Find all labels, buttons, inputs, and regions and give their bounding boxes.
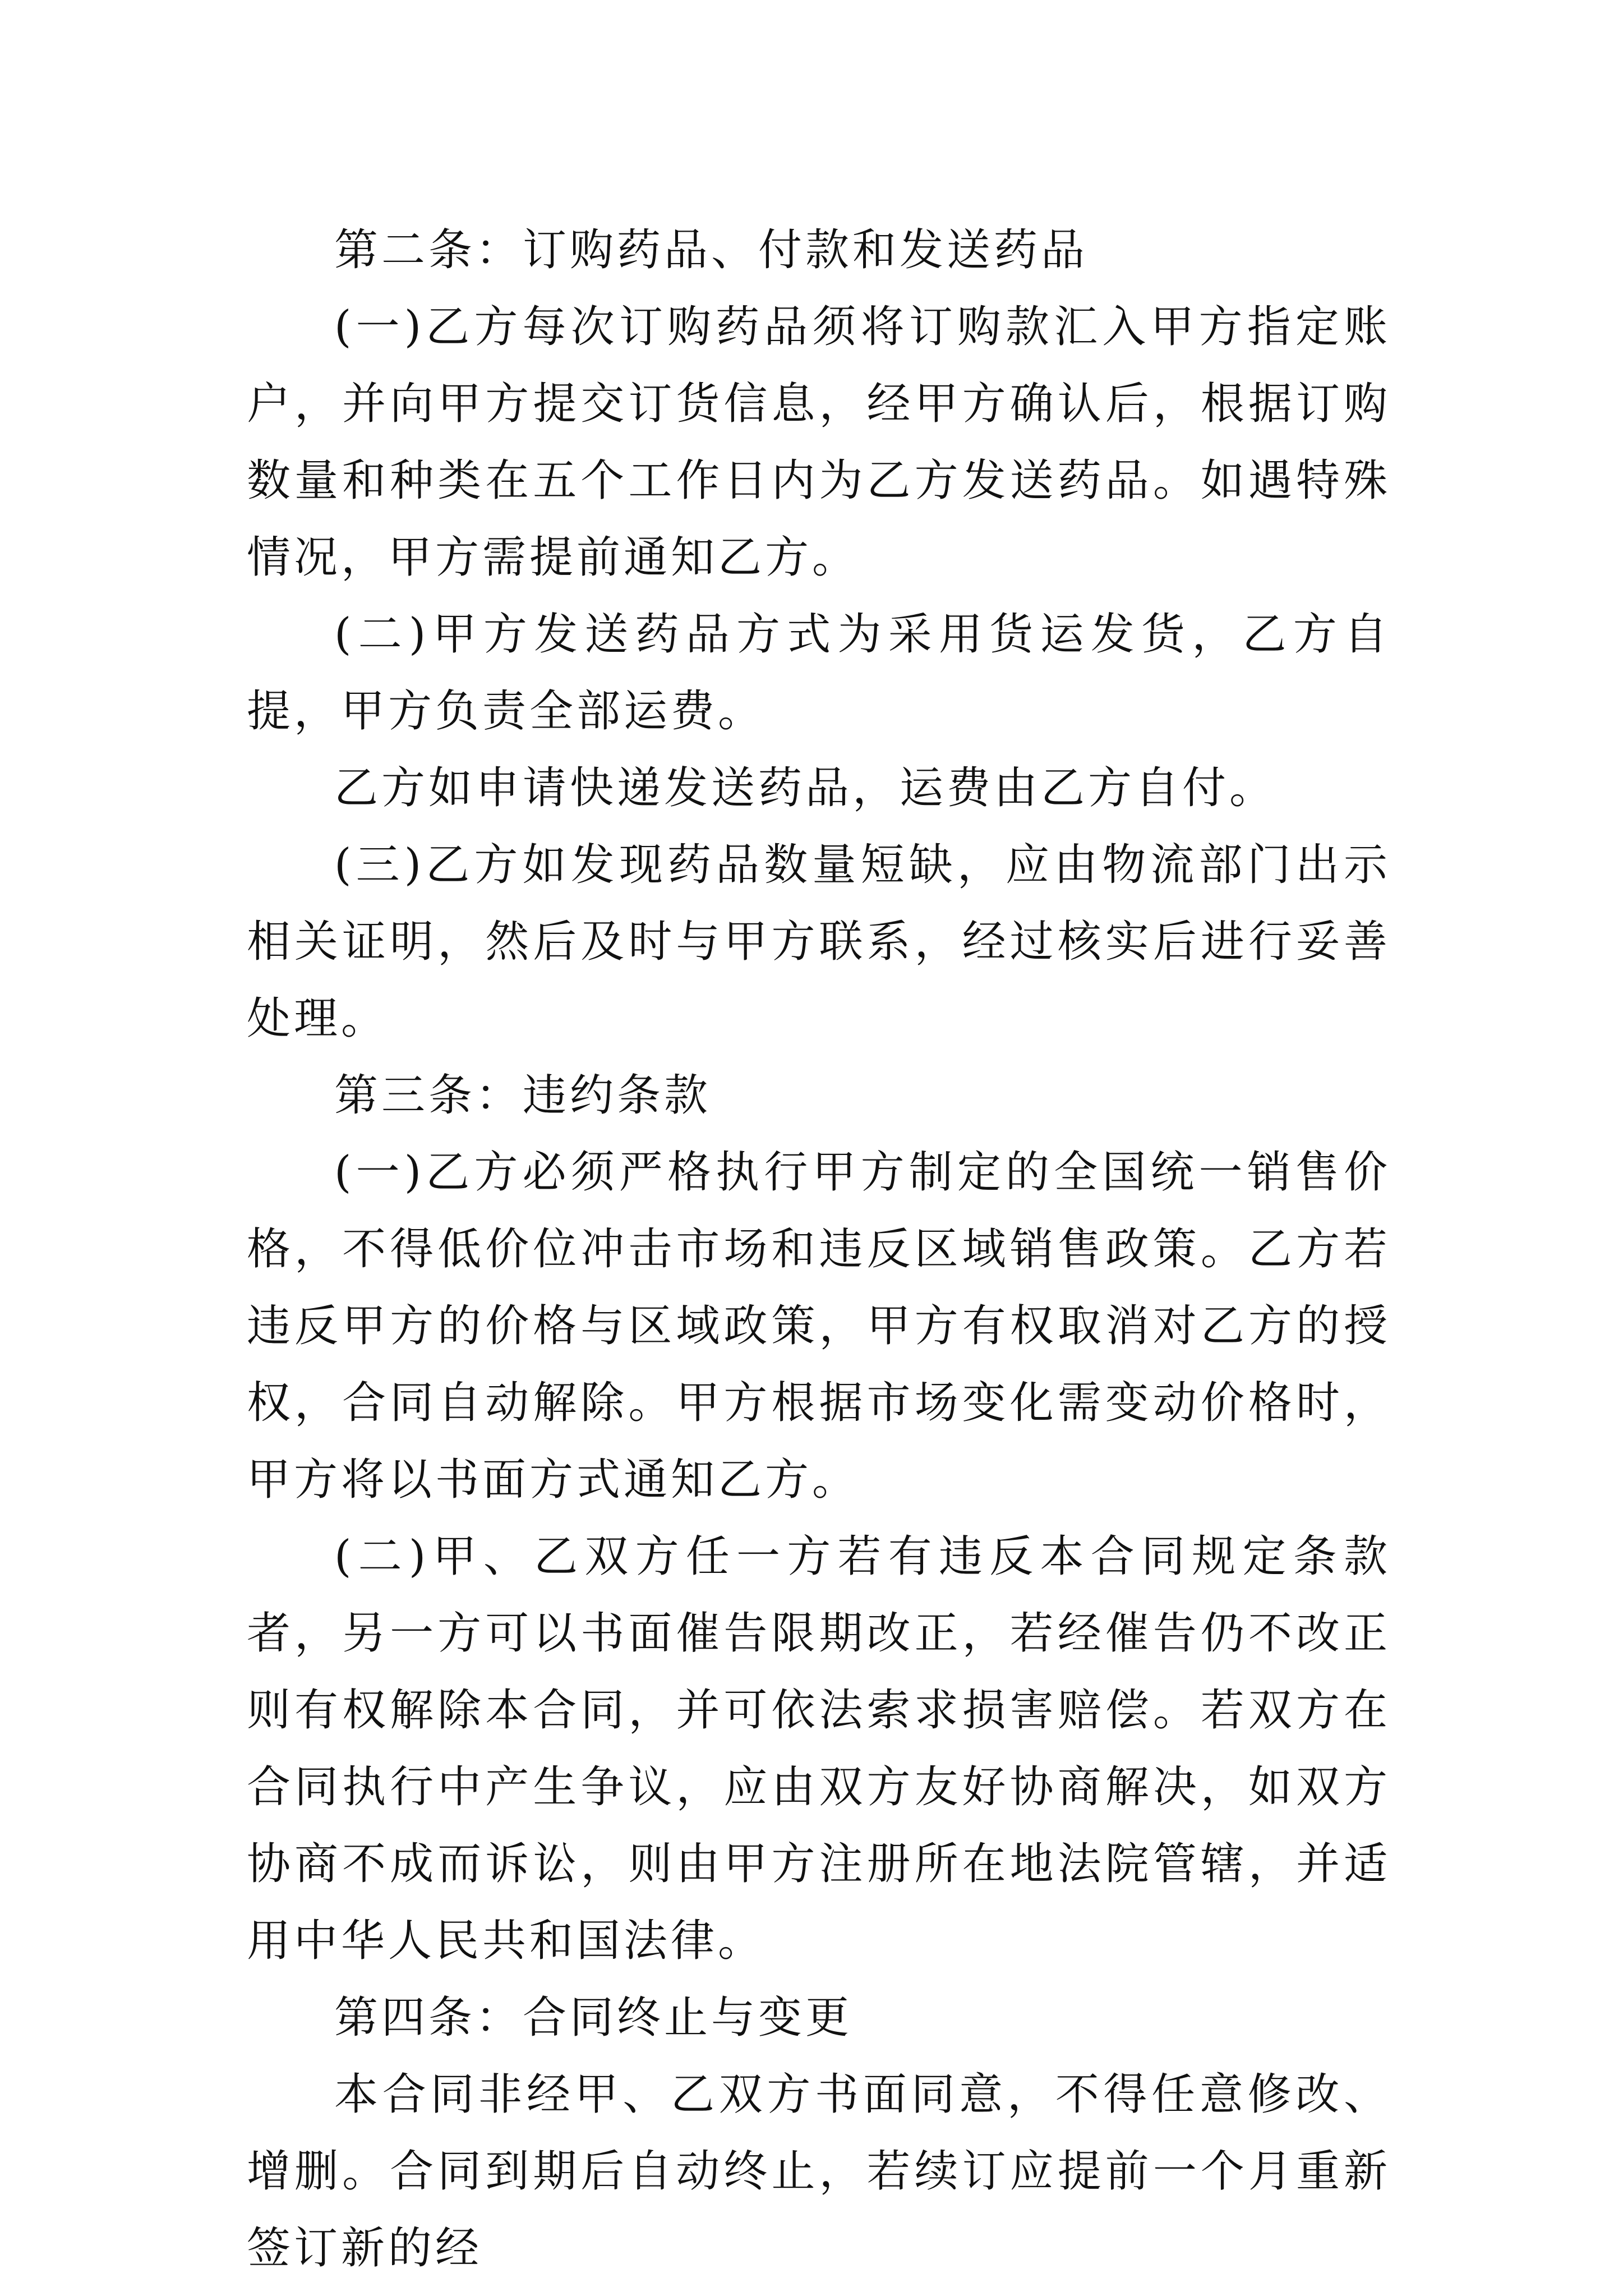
paragraph-clause-3-2: (二)甲、乙双方任一方若有违反本合同规定条款者，另一方可以书面催告限期改正，若经催告仍不改正则有权解除本合同，并可依法索求损害赔偿。若双方在合同执行中产生争议，应由双方友好协商解决，如双方协商不成而诉讼，则由甲方注册所在地法院管辖，并适用中华人民共和国法律。	[247, 1531, 1391, 1966]
paragraph-clause-2-2: (二)甲方发送药品方式为采用货运发货，乙方自提，甲方负责全部运费。	[247, 609, 1391, 737]
paragraph-clause-3-1: (一)乙方必须严格执行甲方制定的全国统一销售价格，不得低价位冲击市场和违反区域销售政策。乙方若违反甲方的价格与区域政策，甲方有权取消对乙方的授权，合同自动解除。甲方根据市场变化需变动价格时，甲方将以书面方式通知乙方。	[247, 1147, 1391, 1505]
section-heading-article-4: 第四条：合同终止与变更	[334, 1993, 853, 2043]
paragraph-express-shipping: 乙方如申请快递发送药品，运费由乙方自付。	[334, 763, 1277, 813]
paragraph-clause-2-3: (三)乙方如发现药品数量短缺，应由物流部门出示相关证明，然后及时与甲方联系，经过核实后进行妥善处理。	[247, 840, 1391, 1044]
section-heading-article-3: 第三条：违约条款	[334, 1070, 712, 1121]
paragraph-clause-2-1: (一)乙方每次订购药品须将订购款汇入甲方指定账户，并向甲方提交订货信息，经甲方确认后，根据订购数量和种类在五个工作日内为乙方发送药品。如遇特殊情况，甲方需提前通知乙方。	[247, 302, 1391, 583]
section-heading-article-2: 第二条：订购药品、付款和发送药品	[334, 225, 1089, 275]
document-body	[247, 212, 1391, 2287]
paragraph-article-4: 本合同非经甲、乙双方书面同意，不得任意修改、增删。合同到期后自动终止，若续订应提前一个月重新签订新的经	[247, 2069, 1391, 2274]
